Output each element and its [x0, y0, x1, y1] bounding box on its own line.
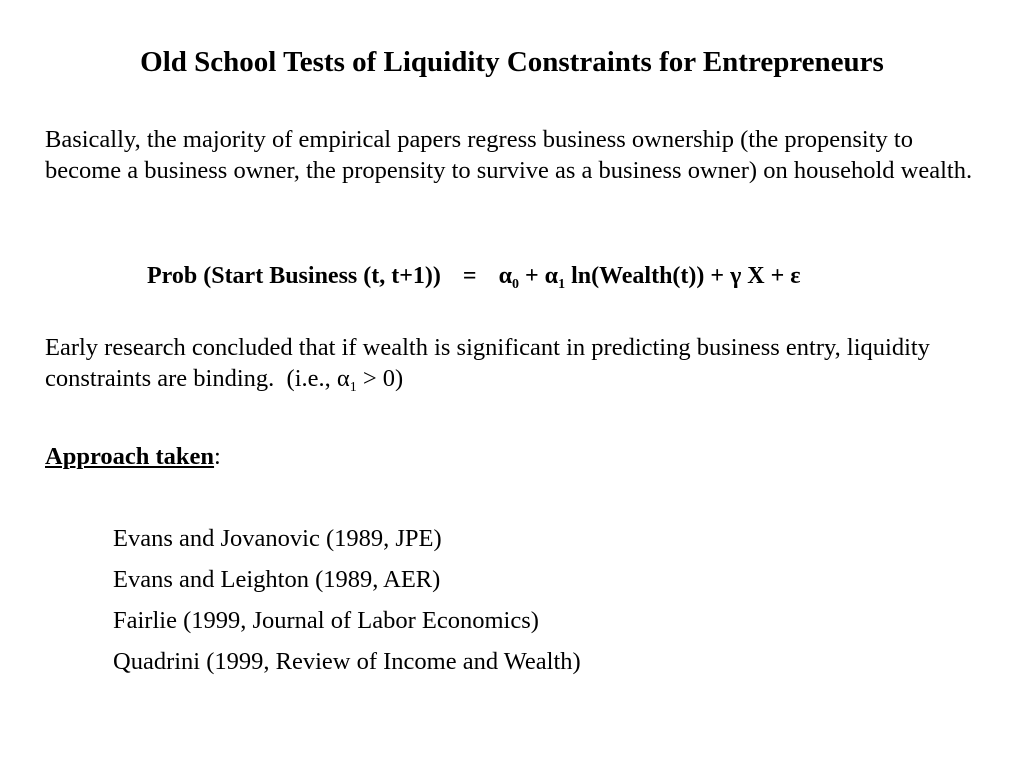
- alpha-symbol: α: [498, 263, 512, 289]
- equation-rhs: ln(Wealth(t)) + γ X + ε: [565, 263, 801, 289]
- equation-lhs: Prob (Start Business (t, t+1)): [147, 263, 441, 289]
- regression-equation: [147, 259, 801, 293]
- slide-title: Old School Tests of Liquidity Constraints for Entrepreneurs: [140, 46, 884, 78]
- alpha-symbol: α: [544, 263, 559, 289]
- conclusion-tail: > 0): [356, 365, 404, 392]
- equation-equals: =: [462, 263, 477, 289]
- alpha-symbol: α: [336, 365, 350, 392]
- approach-label: Approach taken: [45, 443, 215, 470]
- alpha-subscript-1: 1: [349, 380, 357, 395]
- reference-item: Fairlie (1999, Journal of Labor Economics): [113, 607, 539, 634]
- reference-item: Quadrini (1999, Review of Income and Wealth): [113, 648, 581, 675]
- reference-item: Evans and Jovanovic (1989, JPE): [113, 525, 442, 552]
- approach-colon: :: [214, 443, 221, 470]
- conclusion-paragraph: [45, 332, 990, 394]
- approach-heading: [45, 440, 221, 474]
- equation-plus: +: [518, 263, 545, 289]
- reference-item: Evans and Leighton (1989, AER): [113, 566, 441, 593]
- alpha-subscript-0: 0: [511, 277, 519, 292]
- conclusion-text: Early research concluded that if wealth is significant in predicting business entry, liquidity constraints are binding. (i.e.,: [45, 334, 937, 392]
- alpha-subscript-1: 1: [558, 277, 566, 292]
- intro-paragraph: Basically, the majority of empirical papers regress business ownership (the propensity to become a business owner, the propensity to survive as a business owner) on household wealth.: [45, 126, 973, 184]
